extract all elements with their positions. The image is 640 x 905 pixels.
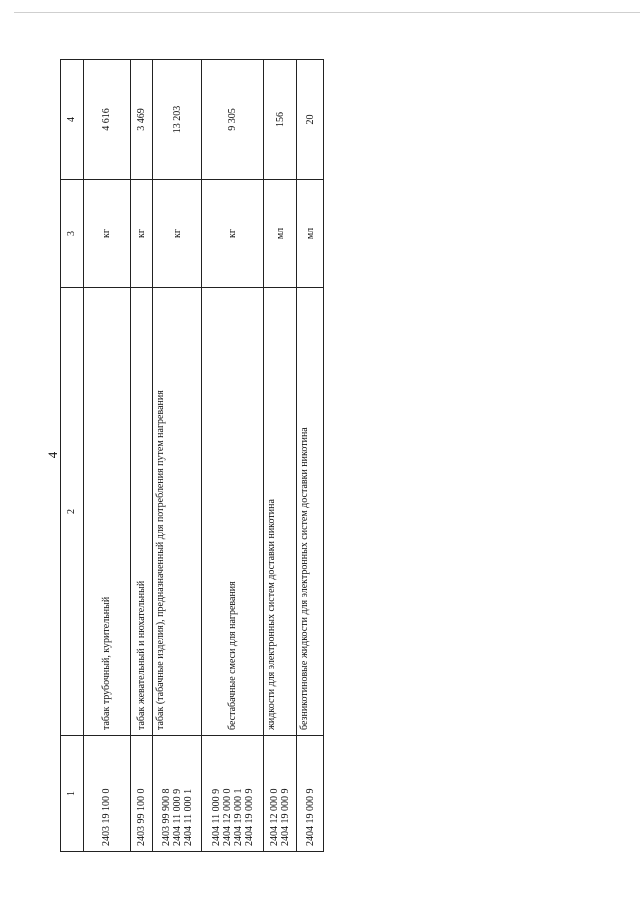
tnved-code-cell — [130, 736, 153, 852]
scan-edge-line — [14, 12, 640, 13]
unit-cell: мл — [264, 180, 297, 288]
quantity-cell: 156 — [264, 60, 297, 180]
unit-cell: кг — [130, 180, 153, 288]
tnved-code-cell — [297, 736, 324, 852]
tnved-code: 2404 19 000 9 — [280, 788, 292, 846]
table-row — [130, 60, 153, 852]
rotated-page — [42, 30, 324, 880]
table-header-row — [61, 60, 84, 852]
tnved-code: 2403 19 100 0 — [101, 788, 113, 846]
tnved-code: 2404 12 000 0 — [269, 788, 281, 846]
column-header-3: 3 — [61, 180, 84, 288]
quantity-cell: 13 203 — [153, 60, 201, 180]
product-name-cell: безникотиновые жидкости для электронных систем доставки никотина — [297, 288, 324, 736]
tnved-code: 2404 11 000 9 — [210, 788, 222, 846]
tnved-code: 2404 19 000 9 — [243, 788, 255, 846]
product-name-cell: бестабачные смеси для нагревания — [201, 288, 264, 736]
product-name-cell: жидкости для электронных систем доставки никотина — [264, 288, 297, 736]
table-row — [201, 60, 264, 852]
quantity-cell: 9 305 — [201, 60, 264, 180]
column-header-4: 4 — [61, 60, 84, 180]
tnved-code-cell — [264, 736, 297, 852]
product-name-cell: табак трубочный, курительный — [83, 288, 130, 736]
tnved-code: 2404 11 000 1 — [182, 788, 194, 846]
product-name-cell: табак жевательный и нюхательный — [130, 288, 153, 736]
column-header-2: 2 — [61, 288, 84, 736]
page-number: 4 — [45, 451, 60, 459]
table-row — [83, 60, 130, 852]
tnved-code-cell — [83, 736, 130, 852]
goods-table — [60, 59, 324, 852]
unit-cell: кг — [153, 180, 201, 288]
column-header-1: 1 — [61, 736, 84, 852]
quantity-cell: 20 — [297, 60, 324, 180]
tnved-code-cell — [201, 736, 264, 852]
tnved-code: 2404 19 000 1 — [232, 788, 244, 846]
tnved-code-cell — [153, 736, 201, 852]
quantity-cell: 4 616 — [83, 60, 130, 180]
tnved-code: 2403 99 900 8 — [160, 788, 172, 846]
product-name-cell: табак (табачные изделия), предназначенный для потребления путем нагревания — [153, 288, 201, 736]
tnved-code: 2404 19 000 9 — [304, 788, 316, 846]
tnved-code: 2403 99 100 0 — [136, 788, 148, 846]
unit-cell: мл — [297, 180, 324, 288]
tnved-code: 2404 12 000 0 — [221, 788, 233, 846]
unit-cell: кг — [201, 180, 264, 288]
table-row — [264, 60, 297, 852]
tnved-code: 2404 11 000 9 — [171, 788, 183, 846]
table-row — [153, 60, 201, 852]
quantity-cell: 3 469 — [130, 60, 153, 180]
table-row — [297, 60, 324, 852]
unit-cell: кг — [83, 180, 130, 288]
